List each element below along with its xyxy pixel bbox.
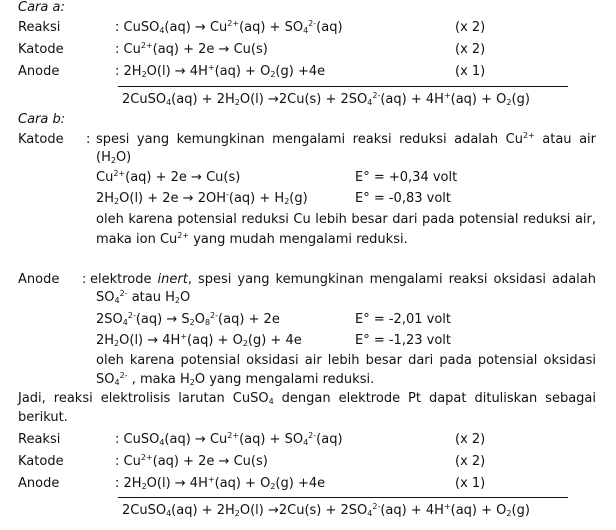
katode-label-b: Katode (18, 132, 64, 147)
jadi-line-1: Jadi, reaksi elektrolisis larutan CuSO$_4$ dengan elektrode Pt dapat dituliskan sebagai (18, 391, 596, 406)
anode-potential-2: E° = -1,23 volt (355, 333, 451, 348)
sum-rule (118, 86, 568, 87)
katode-conclusion-line-2: maka ion $Cu^{2+}$ yang mudah mengalami reduksi. (96, 231, 408, 247)
jadi-line-2: berikut. (18, 410, 68, 425)
anode-reaction-1: $2SO_4^{2-}(aq) \to S_2O_8^{2-}(aq) + 2e$ (96, 311, 280, 327)
anode-label-final: Anode (18, 476, 60, 491)
anode-equation: : $2H_2O(l) \to 4H^+(aq) + O_2(g) +4e$ (115, 63, 326, 79)
anode-multiplier: (x 1) (455, 64, 486, 79)
katode-multiplier: (x 2) (455, 42, 486, 57)
reaksi-equation-final: : CuSO$_4$(aq) → $Cu^{2+}(aq) + SO_4^{2-}(aq)$ (115, 431, 343, 447)
katode-conclusion-line-1: oleh karena potensial reduksi Cu lebih besar dari pada potensial reduksi air, (96, 212, 596, 227)
cara-b-heading: Cara b: (18, 112, 66, 127)
anode-label-b: Anode (18, 272, 60, 287)
anode-reaction-2: $2H_2O(l) \to 4H^+(aq) + O_2(g) + 4e$ (96, 332, 302, 348)
anode-multiplier-final: (x 1) (455, 476, 486, 491)
katode-reaction-1: $Cu^{2+}(aq) + 2e \to Cu(s)$ (96, 169, 241, 185)
sum-rule-final (118, 497, 568, 498)
cara-a-heading: Cara a: (18, 0, 65, 15)
katode-potential-2: E° = -0,83 volt (355, 191, 451, 206)
anode-conclusion-line-1: oleh karena potensial oksidasi air lebih besar dari pada potensial oksidasi (96, 353, 596, 368)
overall-equation-final: 2CuSO$_4$(aq) + $2H_2O(l) \to 2Cu(s) + 2SO_4^{2-}(aq) + 4H^+(aq) + O_2(g)$ (122, 502, 530, 518)
anode-conclusion-line-2: $SO_4^{2-}$ , maka $H_2O$ yang mengalami reduksi. (96, 371, 375, 387)
katode-intro-line-1: spesi yang kemungkinan mengalami reaksi reduksi adalah $Cu^{2+}$ atau air (96, 131, 596, 147)
katode-equation: : $Cu^{2+}(aq) + 2e \to Cu(s)$ (115, 41, 268, 57)
reaksi-label: Reaksi (18, 20, 61, 35)
katode-equation-final: : $Cu^{2+}(aq) + 2e \to Cu(s)$ (115, 453, 268, 469)
anode-intro-line-2: $SO_4^{2-}$ atau $H_2O$ (96, 289, 191, 305)
katode-reaction-2: $2H_2O(l) + 2e \to 2OH^-(aq) + H_2(g)$ (96, 190, 308, 206)
overall-equation: 2CuSO$_4$(aq) + $2H_2O(l) \to 2Cu(s) + 2SO_4^{2-}(aq) + 4H^+(aq) + O_2(g)$ (122, 91, 530, 107)
anode-potential-1: E° = -2,01 volt (355, 312, 451, 327)
katode-label: Katode (18, 42, 64, 57)
colon: : (86, 132, 91, 147)
katode-label-final: Katode (18, 454, 64, 469)
anode-equation-final: : $2H_2O(l) \to 4H^+(aq) + O_2(g) +4e$ (115, 475, 326, 491)
katode-intro-line-2: $(H_2O)$ (96, 150, 132, 165)
anode-label: Anode (18, 64, 60, 79)
reaksi-label-final: Reaksi (18, 432, 61, 447)
anode-intro-line-1: elektrode inert, spesi yang kemungkinan mengalami reaksi oksidasi adalah (90, 272, 596, 287)
reaksi-multiplier: (x 2) (455, 20, 486, 35)
katode-potential-1: E° = +0,34 volt (355, 170, 458, 185)
colon: : (82, 272, 87, 287)
reaksi-equation: : CuSO$_4$(aq) → $Cu^{2+}(aq) + SO_4^{2-}(aq)$ (115, 19, 343, 35)
reaksi-multiplier-final: (x 2) (455, 432, 486, 447)
katode-multiplier-final: (x 2) (455, 454, 486, 469)
